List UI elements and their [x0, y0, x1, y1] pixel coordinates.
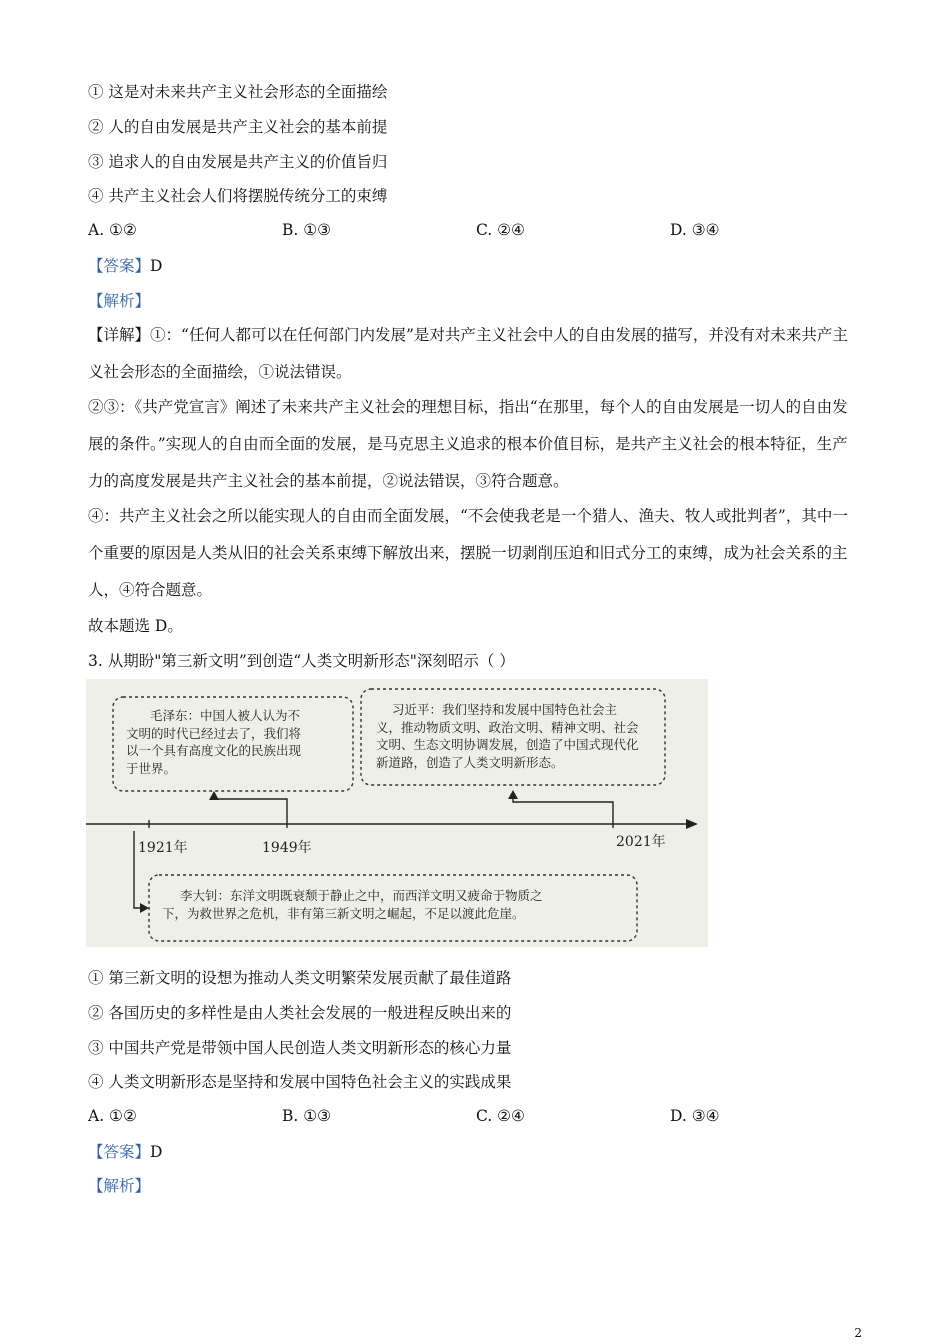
- li-quote: 李大钊：东洋文明既衰颓于静止之中，而西洋文明又疲命于物质之 下，为救世界之危机，非有第三新文明之崛起，不足以渡此危崖。: [162, 888, 543, 921]
- q3-option-4: ④ 人类文明新形态是坚持和发展中国特色社会主义的实践成果: [88, 1073, 512, 1091]
- q3-answer: [88, 1142, 162, 1162]
- q3-analysis-label: 【解析】: [88, 1177, 151, 1195]
- q3-stem: 3. 从期盼"第三新文明”到创造“人类文明新形态"深刻昭示（ ）: [88, 652, 515, 670]
- answer-label: 【答案】: [88, 257, 151, 275]
- q2-conclusion: 故本题选 D。: [88, 617, 183, 635]
- q2-answer: [88, 256, 162, 276]
- q2-choice-d: D. ③④: [670, 221, 720, 239]
- answer-value: D: [150, 257, 163, 275]
- xi-quote: 习近平：我们坚持和发展中国特色社会主 义，推动物质文明、政治文明、精神文明、社会 文明、生态文明协调发展，创造了中国式现代化 新道路，创造了人类文明新形态。: [376, 702, 639, 770]
- q3-option-1: ① 第三新文明的设想为推动人类文明繁荣发展贡献了最佳道路: [88, 969, 512, 987]
- q2-choices: [88, 220, 868, 240]
- q3-choices: [88, 1106, 868, 1126]
- page-number: 2: [854, 1326, 862, 1340]
- q2-detail-3: ④：共产主义社会之所以能实现人的自由而全面发展，“不会使我老是一个猎人、渔夫、牧人或批判者”，其中一个重要的原因是人类从旧的社会关系束缚下解放出来，摆脱一切剥削压迫和旧式分工的束缚，成为社会关系的主人，④符合题意。: [88, 507, 848, 599]
- q2-detail-1: 【详解】①：“任何人都可以在任何部门内发展”是对共产主义社会中人的自由发展的描写，并没有对未来共产主义社会形态的全面描绘，①说法错误。: [88, 326, 848, 381]
- q2-option-4: ④ 共产主义社会人们将摆脱传统分工的束缚: [88, 187, 388, 205]
- timeline-figure: [86, 679, 708, 947]
- q3-analysis-heading: [88, 1176, 150, 1196]
- q2-choice-b: B. ①③: [282, 221, 332, 239]
- year-1921: 1921年: [138, 840, 188, 856]
- detail-label: 【详解】: [88, 326, 151, 344]
- q3-choice-c: C. ②④: [476, 1107, 525, 1125]
- q3-answer-value: D: [150, 1143, 163, 1161]
- year-2021: 2021年: [616, 834, 666, 850]
- q2-choice-c: C. ②④: [476, 221, 525, 239]
- q2-option-2: ② 人的自由发展是共产主义社会的基本前提: [88, 118, 388, 136]
- q2-option-3: ③ 追求人的自由发展是共产主义的价值旨归: [88, 153, 388, 171]
- mao-quote: 毛泽东：中国人被人认为不 文明的时代已经过去了，我们将 以一个具有高度文化的民族出现 于世界。: [126, 708, 302, 776]
- q2-detail-2: ②③：《共产党宣言》阐述了未来共产主义社会的理想目标，指出“在那里，每个人的自由发展是一切人的自由发展的条件。”实现人的自由而全面的发展，是马克思主义追求的根本价值目标，是共产主义社会的根本特征，生产力的高度发展是共产主义社会的基本前提，②说法错误，③符合题意。: [88, 398, 848, 490]
- q3-choice-d: D. ③④: [670, 1107, 720, 1125]
- q3-choice-a: A. ①②: [88, 1107, 137, 1125]
- q3-choice-b: B. ①③: [282, 1107, 332, 1125]
- analysis-label: 【解析】: [88, 292, 151, 310]
- q2-choice-a: A. ①②: [88, 221, 137, 239]
- q3-option-2: ② 各国历史的多样性是由人类社会发展的一般进程反映出来的: [88, 1004, 512, 1022]
- q2-analysis-heading: [88, 291, 150, 311]
- q3-answer-label: 【答案】: [88, 1143, 151, 1161]
- q3-option-3: ③ 中国共产党是带领中国人民创造人类文明新形态的核心力量: [88, 1039, 512, 1057]
- q2-option-1: ① 这是对未来共产主义社会形态的全面描绘: [88, 83, 388, 101]
- year-1949: 1949年: [262, 840, 312, 856]
